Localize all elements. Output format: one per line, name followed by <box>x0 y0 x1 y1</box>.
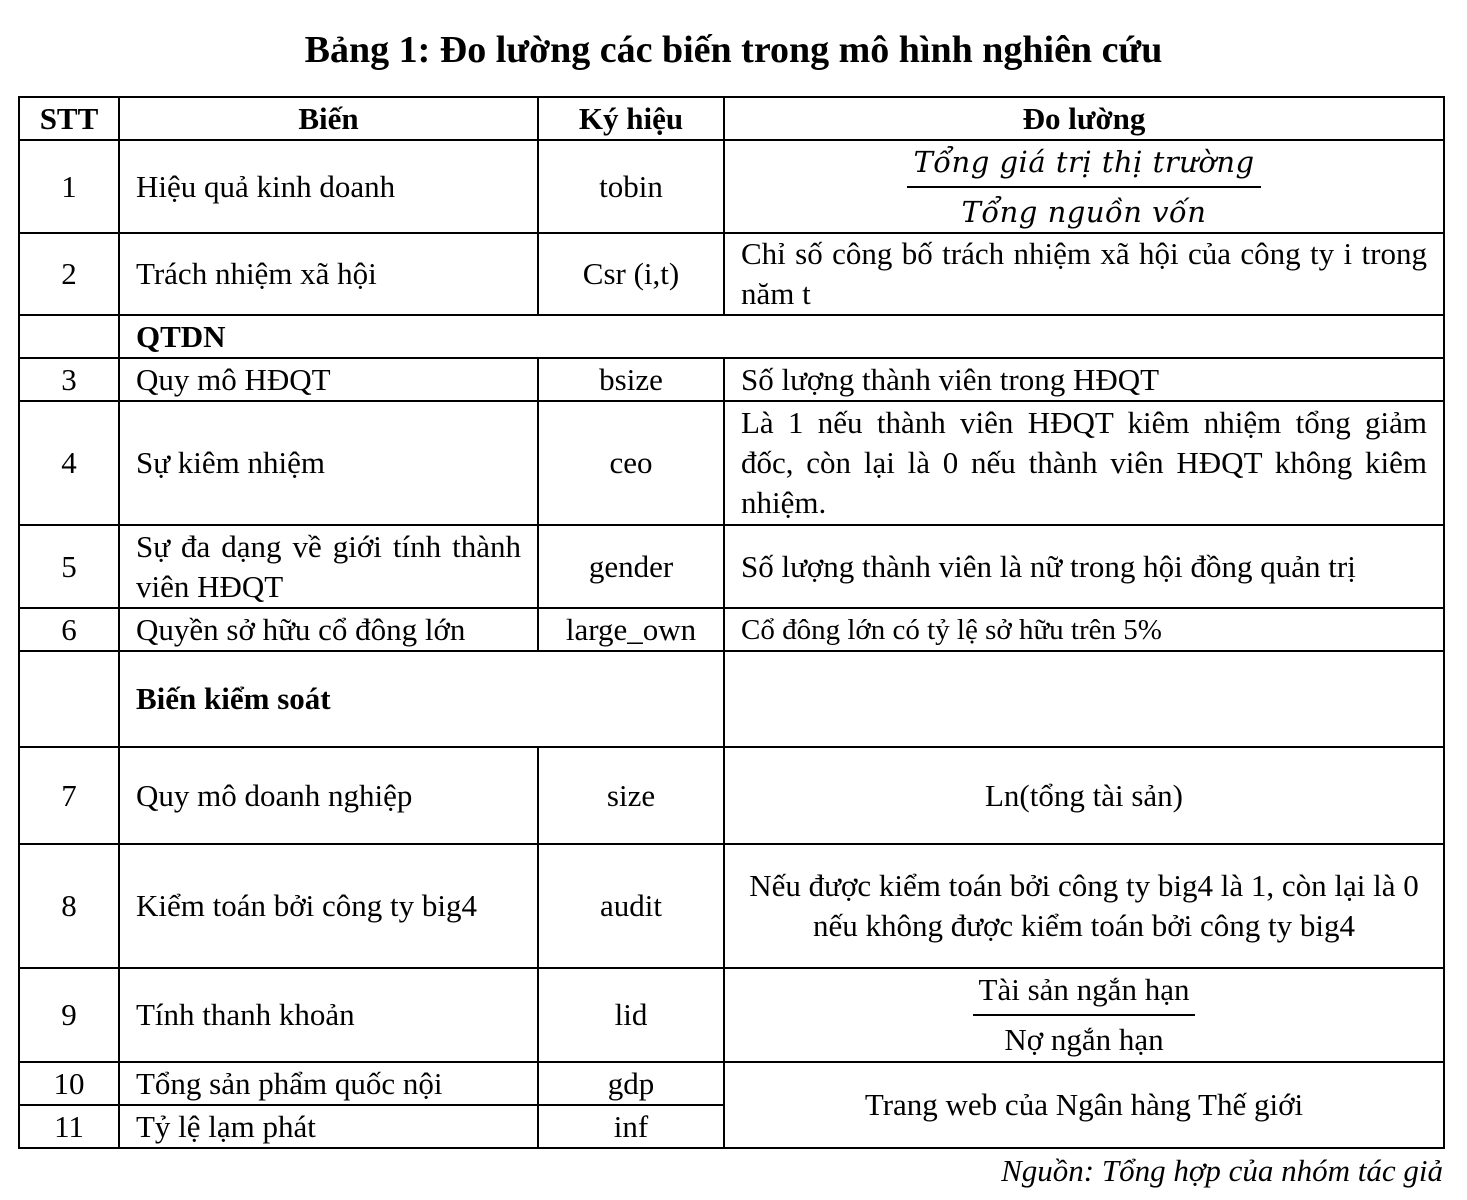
cell-do-luong: Ln(tổng tài sản) <box>724 747 1444 844</box>
cell-do-luong <box>724 968 1444 1062</box>
cell-bien: Hiệu quả kinh doanh <box>119 140 538 233</box>
table-row <box>19 1062 1444 1105</box>
cell-ky-hieu: ceo <box>538 401 724 525</box>
cell-ky-hieu: gdp <box>538 1062 724 1105</box>
table-row <box>19 233 1444 315</box>
section-label-qtdn: QTDN <box>119 315 1444 358</box>
table-row <box>19 401 1444 525</box>
cell-do-luong: Chỉ số công bố trách nhiệm xã hội của công ty i trong năm t <box>724 233 1444 315</box>
cell-stt-empty <box>19 651 119 747</box>
header-ky-hieu: Ký hiệu <box>538 97 724 140</box>
cell-do-luong: Nếu được kiểm toán bởi công ty big4 là 1, còn lại là 0 nếu không được kiểm toán bởi công ty big4 <box>724 844 1444 968</box>
cell-stt: 2 <box>19 233 119 315</box>
section-row <box>19 651 1444 747</box>
cell-stt: 4 <box>19 401 119 525</box>
table-row <box>19 525 1444 608</box>
table-title: Bảng 1: Đo lường các biến trong mô hình nghiên cứu <box>304 29 1163 71</box>
cell-ky-hieu: size <box>538 747 724 844</box>
header-do-luong: Đo lường <box>724 97 1444 140</box>
table-row <box>19 140 1444 233</box>
formula-tobin <box>907 142 1260 232</box>
table-row <box>19 968 1444 1062</box>
cell-stt-empty <box>19 315 119 358</box>
table-row <box>19 358 1444 401</box>
variables-table <box>18 96 1445 1149</box>
cell-bien: Trách nhiệm xã hội <box>119 233 538 315</box>
formula-denominator: Tổng nguồn vốn <box>961 194 1207 229</box>
cell-stt: 5 <box>19 525 119 608</box>
cell-bien: Quyền sở hữu cổ đông lớn <box>119 608 538 651</box>
cell-do-luong-shared: Trang web của Ngân hàng Thế giới <box>724 1062 1444 1148</box>
cell-bien: Kiểm toán bởi công ty big4 <box>119 844 538 968</box>
cell-bien: Sự kiêm nhiệm <box>119 401 538 525</box>
cell-do-luong: Số lượng thành viên trong HĐQT <box>724 358 1444 401</box>
cell-do-luong <box>724 140 1444 233</box>
cell-ky-hieu: gender <box>538 525 724 608</box>
cell-stt: 9 <box>19 968 119 1062</box>
table-row <box>19 844 1444 968</box>
formula-numerator: Tổng giá trị thị trường <box>907 142 1260 188</box>
cell-bien: Tính thanh khoản <box>119 968 538 1062</box>
cell-do-luong-empty <box>724 651 1444 747</box>
cell-ky-hieu: inf <box>538 1105 724 1148</box>
cell-do-luong: Số lượng thành viên là nữ trong hội đồng quản trị <box>724 525 1444 608</box>
section-label-control: Biến kiểm soát <box>119 651 724 747</box>
cell-bien: Quy mô HĐQT <box>119 358 538 401</box>
header-bien: Biến <box>119 97 538 140</box>
cell-stt: 1 <box>19 140 119 233</box>
table-row <box>19 747 1444 844</box>
cell-stt: 8 <box>19 844 119 968</box>
cell-ky-hieu: Csr (i,t) <box>538 233 724 315</box>
cell-ky-hieu: large_own <box>538 608 724 651</box>
cell-bien: Tỷ lệ lạm phát <box>119 1105 538 1148</box>
cell-stt: 6 <box>19 608 119 651</box>
cell-stt: 10 <box>19 1062 119 1105</box>
cell-do-luong: Là 1 nếu thành viên HĐQT kiêm nhiệm tổng giảm đốc, còn lại là 0 nếu thành viên HĐQT không kiêm nhiệm. <box>724 401 1444 525</box>
source-note: Nguồn: Tổng hợp của nhóm tác giả <box>1001 1153 1443 1188</box>
section-row <box>19 315 1444 358</box>
header-stt: STT <box>19 97 119 140</box>
cell-stt: 3 <box>19 358 119 401</box>
cell-stt: 7 <box>19 747 119 844</box>
cell-ky-hieu: audit <box>538 844 724 968</box>
table-row <box>19 608 1444 651</box>
cell-ky-hieu: tobin <box>538 140 724 233</box>
cell-stt: 11 <box>19 1105 119 1148</box>
formula-denominator: Nợ ngắn hạn <box>1004 1022 1164 1057</box>
cell-ky-hieu: bsize <box>538 358 724 401</box>
formula-liquidity <box>973 970 1196 1060</box>
cell-bien: Quy mô doanh nghiệp <box>119 747 538 844</box>
cell-ky-hieu: lid <box>538 968 724 1062</box>
cell-do-luong: Cổ đông lớn có tỷ lệ sở hữu trên 5% <box>724 608 1444 651</box>
formula-numerator: Tài sản ngắn hạn <box>973 970 1196 1016</box>
header-row <box>19 97 1444 140</box>
cell-bien: Sự đa dạng về giới tính thành viên HĐQT <box>119 525 538 608</box>
cell-bien: Tổng sản phẩm quốc nội <box>119 1062 538 1105</box>
